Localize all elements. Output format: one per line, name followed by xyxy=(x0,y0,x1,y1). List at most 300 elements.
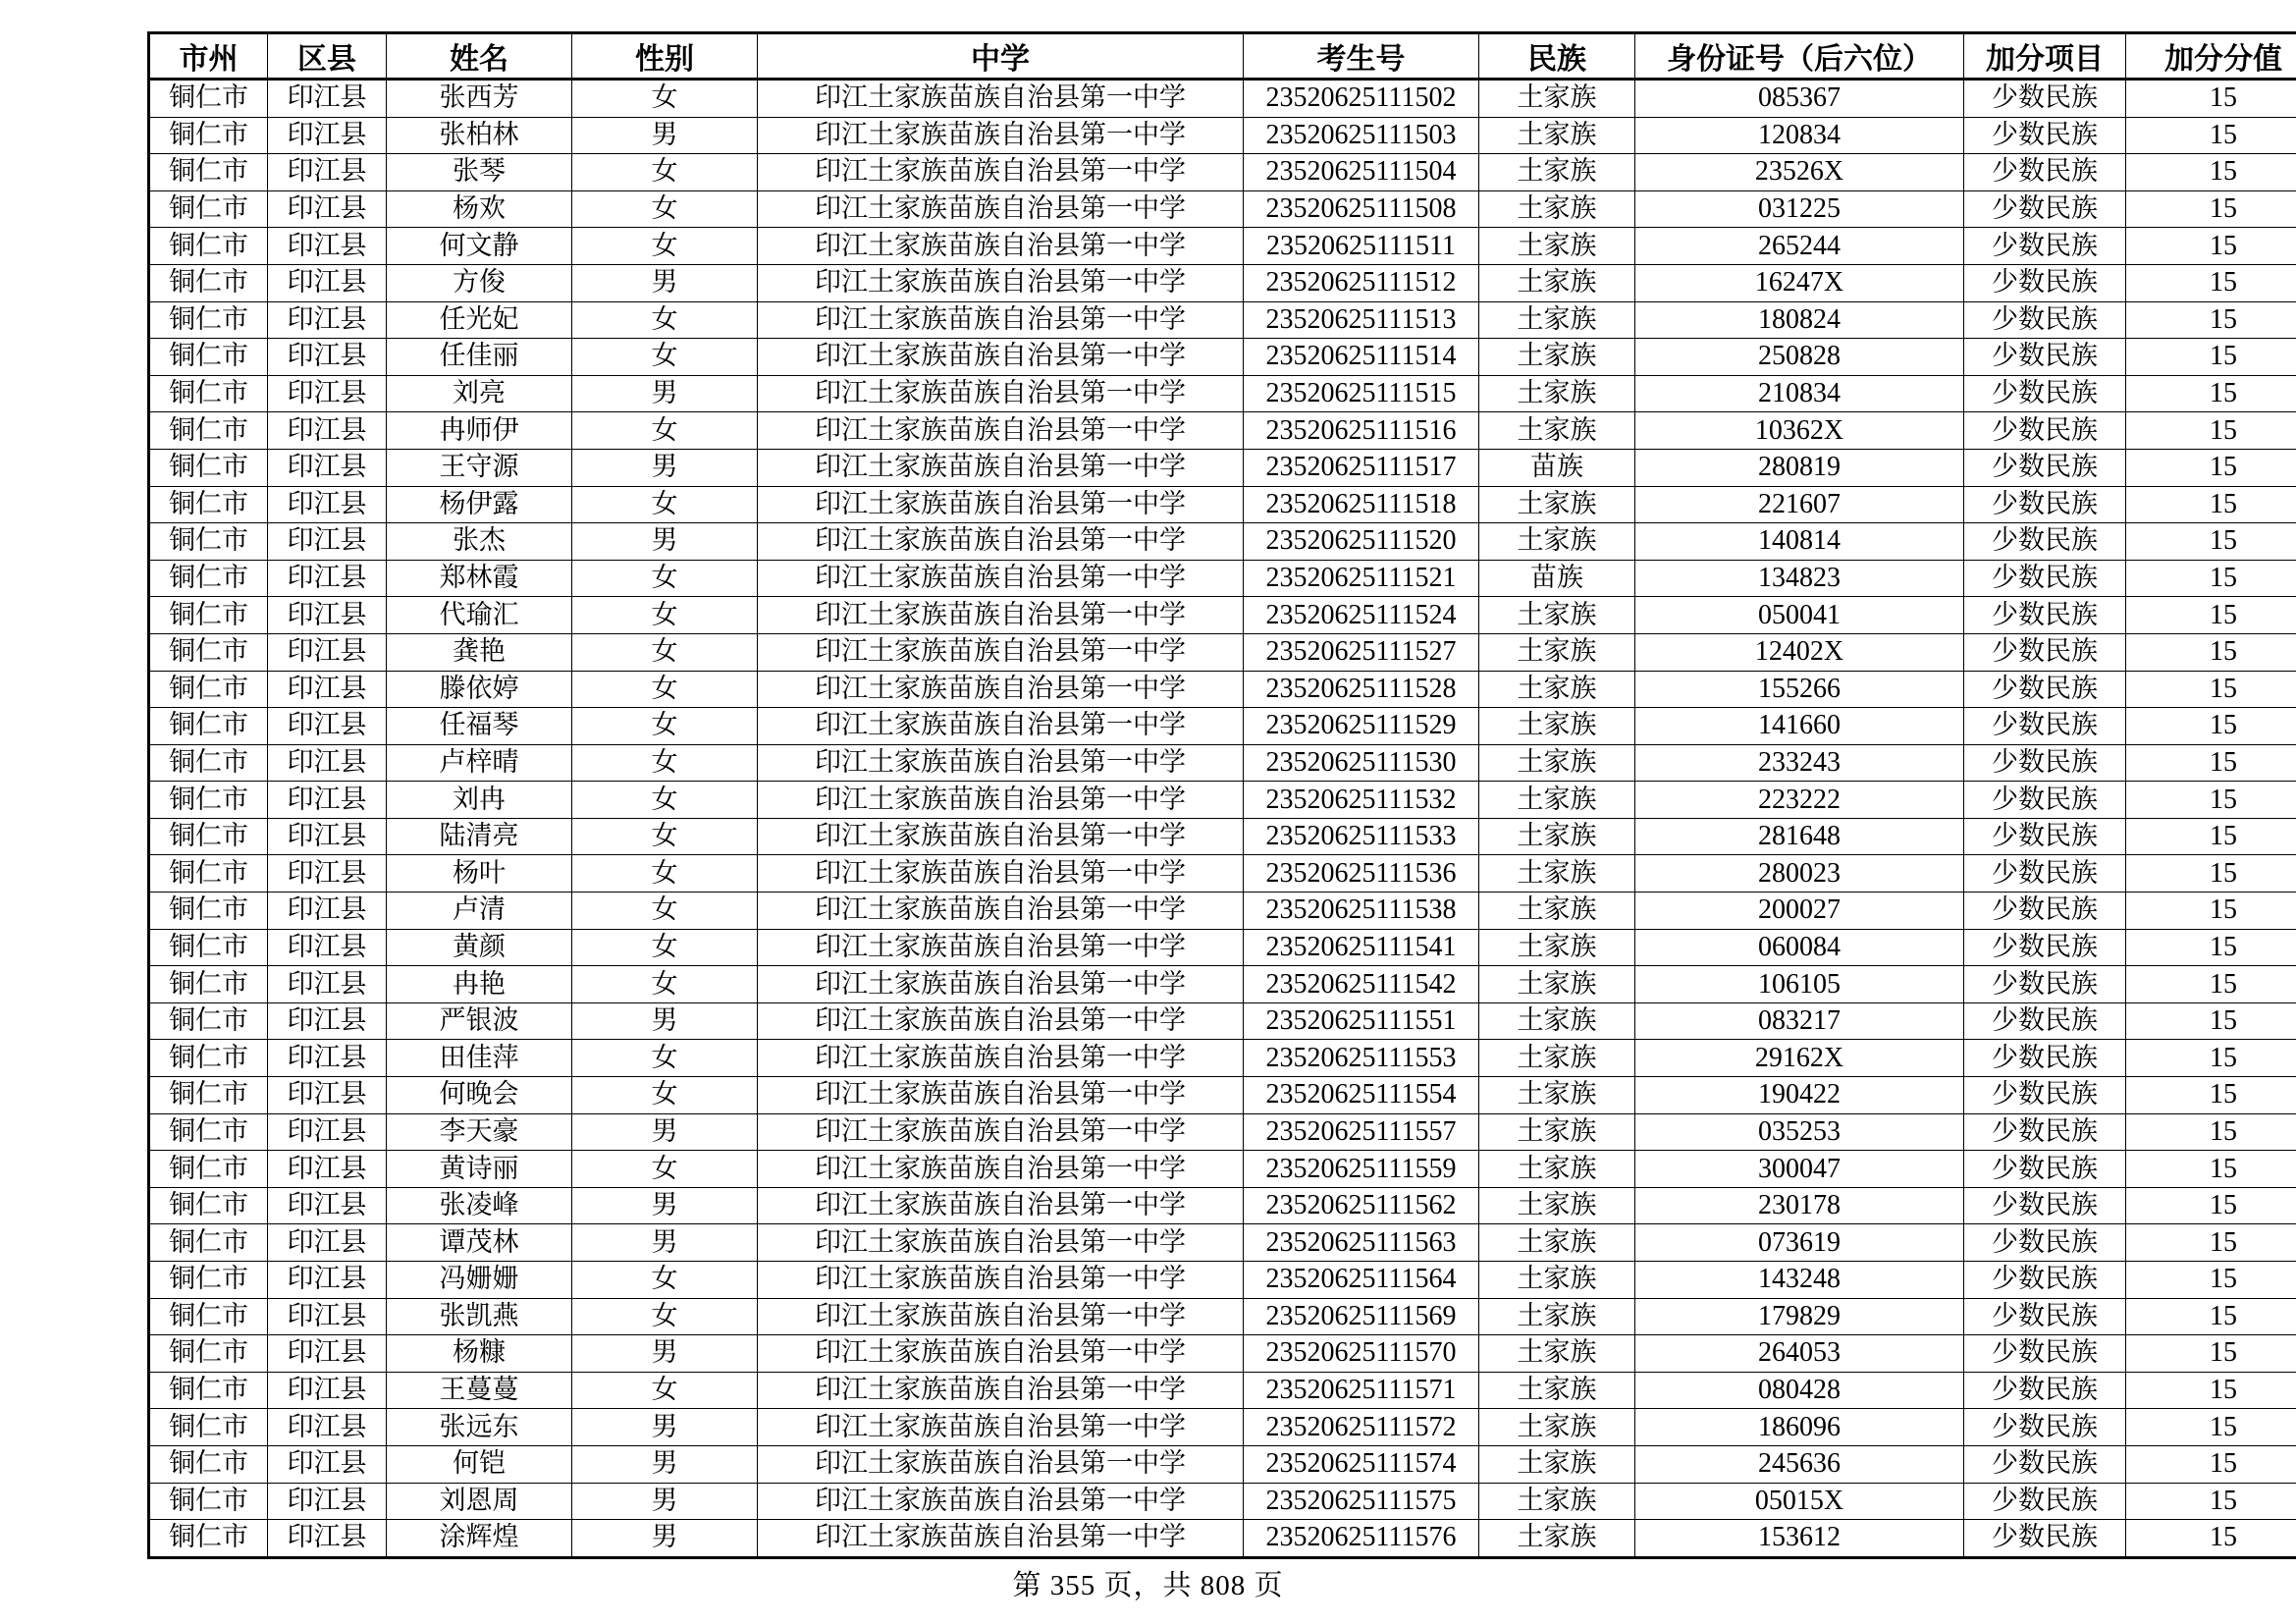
table-cell: 印江土家族苗族自治县第一中学 xyxy=(758,1002,1244,1040)
table-cell: 少数民族 xyxy=(1964,339,2126,376)
table-cell: 王蔓蔓 xyxy=(387,1372,572,1409)
table-cell: 铜仁市 xyxy=(149,154,268,191)
table-cell: 女 xyxy=(572,560,758,597)
table-cell: 铜仁市 xyxy=(149,449,268,486)
table-cell: 印江县 xyxy=(268,1372,387,1409)
table-cell: 铜仁市 xyxy=(149,1372,268,1409)
table-cell: 23520625111551 xyxy=(1244,1002,1479,1040)
table-cell: 铜仁市 xyxy=(149,671,268,708)
table-cell: 23520625111503 xyxy=(1244,117,1479,154)
table-cell: 张凯燕 xyxy=(387,1298,572,1335)
table-cell: 印江县 xyxy=(268,1520,387,1558)
table-cell: 女 xyxy=(572,190,758,228)
table-cell: 男 xyxy=(572,117,758,154)
table-cell: 印江土家族苗族自治县第一中学 xyxy=(758,1483,1244,1520)
table-cell: 铜仁市 xyxy=(149,1520,268,1558)
table-cell: 15 xyxy=(2126,1002,2296,1040)
table-cell: 少数民族 xyxy=(1964,1113,2126,1151)
table-cell: 铜仁市 xyxy=(149,560,268,597)
table-cell: 少数民族 xyxy=(1964,190,2126,228)
table-cell: 190422 xyxy=(1635,1077,1964,1114)
table-cell: 铜仁市 xyxy=(149,1262,268,1299)
table-row xyxy=(149,893,2296,930)
roster-sheet xyxy=(147,31,2282,1559)
table-cell: 印江土家族苗族自治县第一中学 xyxy=(758,1335,1244,1373)
table-cell: 281648 xyxy=(1635,818,1964,855)
table-cell: 265244 xyxy=(1635,228,1964,265)
table-row xyxy=(149,1262,2296,1299)
table-cell: 15 xyxy=(2126,1409,2296,1446)
table-cell: 女 xyxy=(572,339,758,376)
table-cell: 23520625111524 xyxy=(1244,597,1479,634)
table-cell: 男 xyxy=(572,1224,758,1262)
table-cell: 土家族 xyxy=(1479,597,1635,634)
table-cell: 土家族 xyxy=(1479,744,1635,782)
table-row xyxy=(149,117,2296,154)
table-row xyxy=(149,782,2296,819)
table-cell: 15 xyxy=(2126,855,2296,893)
table-cell: 少数民族 xyxy=(1964,449,2126,486)
table-cell: 苗族 xyxy=(1479,560,1635,597)
table-cell: 印江县 xyxy=(268,855,387,893)
table-cell: 15 xyxy=(2126,1372,2296,1409)
table-cell: 23520625111511 xyxy=(1244,228,1479,265)
table-cell: 印江县 xyxy=(268,1040,387,1077)
table-cell: 23520625111508 xyxy=(1244,190,1479,228)
table-cell: 铜仁市 xyxy=(149,633,268,671)
table-row xyxy=(149,855,2296,893)
table-cell: 23520625111576 xyxy=(1244,1520,1479,1558)
table-cell: 23520625111571 xyxy=(1244,1372,1479,1409)
table-cell: 土家族 xyxy=(1479,523,1635,561)
table-cell: 冉师伊 xyxy=(387,412,572,450)
table-cell: 印江土家族苗族自治县第一中学 xyxy=(758,1151,1244,1188)
table-row xyxy=(149,1298,2296,1335)
table-cell: 印江县 xyxy=(268,1077,387,1114)
table-cell: 印江县 xyxy=(268,523,387,561)
table-cell: 少数民族 xyxy=(1964,154,2126,191)
table-cell: 土家族 xyxy=(1479,966,1635,1003)
table-cell: 印江土家族苗族自治县第一中学 xyxy=(758,339,1244,376)
table-cell: 23520625111575 xyxy=(1244,1483,1479,1520)
column-header: 加分项目 xyxy=(1964,33,2126,80)
table-cell: 少数民族 xyxy=(1964,1002,2126,1040)
table-cell: 女 xyxy=(572,154,758,191)
table-cell: 264053 xyxy=(1635,1335,1964,1373)
table-cell: 印江土家族苗族自治县第一中学 xyxy=(758,1372,1244,1409)
table-cell: 土家族 xyxy=(1479,1224,1635,1262)
table-cell: 女 xyxy=(572,633,758,671)
table-cell: 印江土家族苗族自治县第一中学 xyxy=(758,1445,1244,1483)
table-cell: 印江县 xyxy=(268,671,387,708)
table-cell: 郑林霞 xyxy=(387,560,572,597)
table-body xyxy=(149,80,2296,1558)
table-cell: 谭茂林 xyxy=(387,1224,572,1262)
table-cell: 23520625111520 xyxy=(1244,523,1479,561)
table-cell: 铜仁市 xyxy=(149,855,268,893)
table-cell: 铜仁市 xyxy=(149,1224,268,1262)
table-cell: 印江土家族苗族自治县第一中学 xyxy=(758,1224,1244,1262)
table-cell: 铜仁市 xyxy=(149,117,268,154)
table-cell: 铜仁市 xyxy=(149,228,268,265)
table-cell: 15 xyxy=(2126,966,2296,1003)
table-cell: 23520625111553 xyxy=(1244,1040,1479,1077)
table-cell: 刘亮 xyxy=(387,375,572,412)
table-cell: 印江县 xyxy=(268,782,387,819)
column-header: 性别 xyxy=(572,33,758,80)
table-cell: 印江土家族苗族自治县第一中学 xyxy=(758,80,1244,118)
header-row xyxy=(149,33,2296,80)
table-cell: 印江县 xyxy=(268,339,387,376)
table-cell: 印江土家族苗族自治县第一中学 xyxy=(758,633,1244,671)
table-cell: 179829 xyxy=(1635,1298,1964,1335)
table-cell: 106105 xyxy=(1635,966,1964,1003)
table-cell: 29162X xyxy=(1635,1040,1964,1077)
table-cell: 15 xyxy=(2126,633,2296,671)
table-row xyxy=(149,633,2296,671)
table-row xyxy=(149,818,2296,855)
table-cell: 少数民族 xyxy=(1964,597,2126,634)
table-cell: 印江县 xyxy=(268,264,387,301)
table-cell: 少数民族 xyxy=(1964,560,2126,597)
table-cell: 代瑜汇 xyxy=(387,597,572,634)
table-cell: 铜仁市 xyxy=(149,966,268,1003)
table-row xyxy=(149,1409,2296,1446)
table-cell: 印江县 xyxy=(268,1298,387,1335)
table-row xyxy=(149,1520,2296,1558)
table-cell: 任佳丽 xyxy=(387,339,572,376)
table-cell: 少数民族 xyxy=(1964,855,2126,893)
table-cell: 女 xyxy=(572,1151,758,1188)
table-cell: 23520625111527 xyxy=(1244,633,1479,671)
table-row xyxy=(149,708,2296,745)
table-cell: 23520625111514 xyxy=(1244,339,1479,376)
table-cell: 印江土家族苗族自治县第一中学 xyxy=(758,782,1244,819)
table-cell: 苗族 xyxy=(1479,449,1635,486)
table-cell: 15 xyxy=(2126,1077,2296,1114)
table-cell: 男 xyxy=(572,449,758,486)
table-cell: 印江县 xyxy=(268,744,387,782)
table-cell: 铜仁市 xyxy=(149,708,268,745)
table-cell: 女 xyxy=(572,893,758,930)
table-cell: 少数民族 xyxy=(1964,1262,2126,1299)
table-cell: 铜仁市 xyxy=(149,375,268,412)
table-cell: 15 xyxy=(2126,301,2296,339)
table-cell: 少数民族 xyxy=(1964,486,2126,523)
table-row xyxy=(149,1040,2296,1077)
table-cell: 女 xyxy=(572,1077,758,1114)
table-cell: 15 xyxy=(2126,818,2296,855)
table-cell: 印江土家族苗族自治县第一中学 xyxy=(758,375,1244,412)
table-row xyxy=(149,671,2296,708)
table-row xyxy=(149,412,2296,450)
table-cell: 085367 xyxy=(1635,80,1964,118)
table-cell: 233243 xyxy=(1635,744,1964,782)
table-row xyxy=(149,375,2296,412)
table-cell: 23520625111572 xyxy=(1244,1409,1479,1446)
table-cell: 卢梓晴 xyxy=(387,744,572,782)
table-cell: 印江县 xyxy=(268,818,387,855)
table-cell: 铜仁市 xyxy=(149,412,268,450)
table-cell: 土家族 xyxy=(1479,1002,1635,1040)
column-header: 市州 xyxy=(149,33,268,80)
table-cell: 印江土家族苗族自治县第一中学 xyxy=(758,929,1244,966)
table-cell: 15 xyxy=(2126,671,2296,708)
table-cell: 140814 xyxy=(1635,523,1964,561)
table-cell: 280819 xyxy=(1635,449,1964,486)
table-cell: 280023 xyxy=(1635,855,1964,893)
table-cell: 15 xyxy=(2126,893,2296,930)
table-cell: 陆清亮 xyxy=(387,818,572,855)
table-cell: 土家族 xyxy=(1479,1187,1635,1224)
table-cell: 女 xyxy=(572,301,758,339)
table-cell: 杨伊露 xyxy=(387,486,572,523)
table-row xyxy=(149,929,2296,966)
table-cell: 245636 xyxy=(1635,1445,1964,1483)
table-cell: 印江土家族苗族自治县第一中学 xyxy=(758,1040,1244,1077)
table-cell: 女 xyxy=(572,1262,758,1299)
table-cell: 严银波 xyxy=(387,1002,572,1040)
table-cell: 印江土家族苗族自治县第一中学 xyxy=(758,855,1244,893)
table-cell: 23520625111515 xyxy=(1244,375,1479,412)
table-cell: 印江土家族苗族自治县第一中学 xyxy=(758,966,1244,1003)
table-cell: 15 xyxy=(2126,744,2296,782)
table-cell: 15 xyxy=(2126,929,2296,966)
table-cell: 男 xyxy=(572,1187,758,1224)
table-cell: 铜仁市 xyxy=(149,893,268,930)
table-cell: 23520625111518 xyxy=(1244,486,1479,523)
table-cell: 少数民族 xyxy=(1964,671,2126,708)
table-cell: 23520625111536 xyxy=(1244,855,1479,893)
table-cell: 张柏林 xyxy=(387,117,572,154)
table-cell: 印江土家族苗族自治县第一中学 xyxy=(758,301,1244,339)
table-cell: 男 xyxy=(572,1445,758,1483)
table-cell: 083217 xyxy=(1635,1002,1964,1040)
table-cell: 印江县 xyxy=(268,154,387,191)
table-cell: 300047 xyxy=(1635,1151,1964,1188)
table-cell: 15 xyxy=(2126,190,2296,228)
table-cell: 男 xyxy=(572,1002,758,1040)
table-cell: 铜仁市 xyxy=(149,1002,268,1040)
table-cell: 15 xyxy=(2126,228,2296,265)
table-cell: 15 xyxy=(2126,523,2296,561)
table-cell: 23520625111513 xyxy=(1244,301,1479,339)
table-cell: 任光妃 xyxy=(387,301,572,339)
table-row xyxy=(149,1077,2296,1114)
table-cell: 印江县 xyxy=(268,1224,387,1262)
table-cell: 少数民族 xyxy=(1964,708,2126,745)
table-cell: 少数民族 xyxy=(1964,523,2126,561)
table-cell: 龚艳 xyxy=(387,633,572,671)
table-cell: 印江土家族苗族自治县第一中学 xyxy=(758,1520,1244,1558)
table-cell: 15 xyxy=(2126,708,2296,745)
table-cell: 李天豪 xyxy=(387,1113,572,1151)
table-cell: 印江县 xyxy=(268,1262,387,1299)
table-cell: 铜仁市 xyxy=(149,744,268,782)
table-cell: 印江县 xyxy=(268,1113,387,1151)
table-cell: 女 xyxy=(572,818,758,855)
table-cell: 141660 xyxy=(1635,708,1964,745)
table-cell: 男 xyxy=(572,1520,758,1558)
table-cell: 少数民族 xyxy=(1964,782,2126,819)
table-cell: 土家族 xyxy=(1479,1077,1635,1114)
table-cell: 土家族 xyxy=(1479,855,1635,893)
table-cell: 少数民族 xyxy=(1964,1445,2126,1483)
table-cell: 23520625111542 xyxy=(1244,966,1479,1003)
table-cell: 少数民族 xyxy=(1964,1483,2126,1520)
table-cell: 23520625111557 xyxy=(1244,1113,1479,1151)
table-row xyxy=(149,1113,2296,1151)
table-cell: 15 xyxy=(2126,1040,2296,1077)
table-cell: 印江土家族苗族自治县第一中学 xyxy=(758,1113,1244,1151)
table-cell: 少数民族 xyxy=(1964,375,2126,412)
table-cell: 田佳萍 xyxy=(387,1040,572,1077)
table-cell: 印江县 xyxy=(268,228,387,265)
table-cell: 土家族 xyxy=(1479,708,1635,745)
table-cell: 印江土家族苗族自治县第一中学 xyxy=(758,523,1244,561)
table-cell: 少数民族 xyxy=(1964,1372,2126,1409)
table-cell: 15 xyxy=(2126,1520,2296,1558)
table-cell: 印江土家族苗族自治县第一中学 xyxy=(758,893,1244,930)
table-cell: 143248 xyxy=(1635,1262,1964,1299)
table-row xyxy=(149,264,2296,301)
table-cell: 土家族 xyxy=(1479,1151,1635,1188)
table-cell: 铜仁市 xyxy=(149,80,268,118)
table-cell: 铜仁市 xyxy=(149,1040,268,1077)
table-cell: 王守源 xyxy=(387,449,572,486)
table-cell: 15 xyxy=(2126,412,2296,450)
table-cell: 印江土家族苗族自治县第一中学 xyxy=(758,117,1244,154)
table-cell: 土家族 xyxy=(1479,1483,1635,1520)
table-cell: 印江土家族苗族自治县第一中学 xyxy=(758,449,1244,486)
table-cell: 印江土家族苗族自治县第一中学 xyxy=(758,1262,1244,1299)
table-cell: 杨叶 xyxy=(387,855,572,893)
table-cell: 女 xyxy=(572,708,758,745)
table-cell: 印江土家族苗族自治县第一中学 xyxy=(758,264,1244,301)
table-cell: 印江县 xyxy=(268,1187,387,1224)
table-cell: 印江县 xyxy=(268,893,387,930)
table-cell: 何铠 xyxy=(387,1445,572,1483)
table-cell: 男 xyxy=(572,264,758,301)
table-cell: 印江土家族苗族自治县第一中学 xyxy=(758,190,1244,228)
table-cell: 120834 xyxy=(1635,117,1964,154)
table-cell: 少数民族 xyxy=(1964,818,2126,855)
table-cell: 印江县 xyxy=(268,190,387,228)
table-cell: 031225 xyxy=(1635,190,1964,228)
table-cell: 女 xyxy=(572,80,758,118)
table-cell: 印江县 xyxy=(268,80,387,118)
table-cell: 少数民族 xyxy=(1964,301,2126,339)
table-cell: 土家族 xyxy=(1479,228,1635,265)
table-cell: 少数民族 xyxy=(1964,893,2126,930)
table-cell: 153612 xyxy=(1635,1520,1964,1558)
table-cell: 土家族 xyxy=(1479,671,1635,708)
table-row xyxy=(149,1151,2296,1188)
table-cell: 土家族 xyxy=(1479,1409,1635,1446)
table-cell: 土家族 xyxy=(1479,633,1635,671)
table-cell: 铜仁市 xyxy=(149,1445,268,1483)
table-cell: 23520625111570 xyxy=(1244,1335,1479,1373)
table-cell: 铜仁市 xyxy=(149,301,268,339)
table-cell: 印江县 xyxy=(268,301,387,339)
table-cell: 221607 xyxy=(1635,486,1964,523)
table-cell: 155266 xyxy=(1635,671,1964,708)
table-cell: 铜仁市 xyxy=(149,782,268,819)
table-cell: 土家族 xyxy=(1479,1520,1635,1558)
table-cell: 060084 xyxy=(1635,929,1964,966)
table-cell: 铜仁市 xyxy=(149,818,268,855)
table-cell: 土家族 xyxy=(1479,80,1635,118)
table-cell: 23520625111521 xyxy=(1244,560,1479,597)
table-cell: 印江县 xyxy=(268,966,387,1003)
table-row xyxy=(149,966,2296,1003)
table-cell: 冯姗姗 xyxy=(387,1262,572,1299)
table-cell: 土家族 xyxy=(1479,412,1635,450)
table-cell: 土家族 xyxy=(1479,893,1635,930)
table-cell: 铜仁市 xyxy=(149,1077,268,1114)
table-cell: 15 xyxy=(2126,486,2296,523)
table-cell: 印江土家族苗族自治县第一中学 xyxy=(758,486,1244,523)
column-header: 姓名 xyxy=(387,33,572,80)
table-cell: 印江县 xyxy=(268,597,387,634)
table-cell: 土家族 xyxy=(1479,1262,1635,1299)
table-row xyxy=(149,1335,2296,1373)
column-header: 民族 xyxy=(1479,33,1635,80)
table-cell: 男 xyxy=(572,375,758,412)
table-cell: 23520625111538 xyxy=(1244,893,1479,930)
table-cell: 05015X xyxy=(1635,1483,1964,1520)
table-row xyxy=(149,228,2296,265)
table-cell: 23520625111504 xyxy=(1244,154,1479,191)
table-cell: 23520625111532 xyxy=(1244,782,1479,819)
table-row xyxy=(149,190,2296,228)
table-cell: 印江土家族苗族自治县第一中学 xyxy=(758,597,1244,634)
table-cell: 任福琴 xyxy=(387,708,572,745)
table-cell: 女 xyxy=(572,855,758,893)
table-cell: 印江县 xyxy=(268,375,387,412)
table-cell: 印江县 xyxy=(268,1002,387,1040)
table-cell: 12402X xyxy=(1635,633,1964,671)
table-cell: 何晚会 xyxy=(387,1077,572,1114)
table-cell: 210834 xyxy=(1635,375,1964,412)
table-row xyxy=(149,1445,2296,1483)
table-cell: 15 xyxy=(2126,339,2296,376)
table-cell: 男 xyxy=(572,1335,758,1373)
table-cell: 女 xyxy=(572,1298,758,1335)
table-cell: 印江土家族苗族自治县第一中学 xyxy=(758,1409,1244,1446)
table-cell: 土家族 xyxy=(1479,1040,1635,1077)
table-cell: 23520625111512 xyxy=(1244,264,1479,301)
table-cell: 23520625111530 xyxy=(1244,744,1479,782)
table-cell: 黄诗丽 xyxy=(387,1151,572,1188)
table-cell: 铜仁市 xyxy=(149,264,268,301)
table-cell: 铜仁市 xyxy=(149,1151,268,1188)
table-cell: 男 xyxy=(572,1409,758,1446)
table-cell: 铜仁市 xyxy=(149,1113,268,1151)
table-cell: 10362X xyxy=(1635,412,1964,450)
table-cell: 少数民族 xyxy=(1964,412,2126,450)
table-cell: 土家族 xyxy=(1479,1113,1635,1151)
table-cell: 张西芳 xyxy=(387,80,572,118)
table-cell: 23520625111529 xyxy=(1244,708,1479,745)
table-cell: 土家族 xyxy=(1479,339,1635,376)
table-cell: 女 xyxy=(572,1040,758,1077)
table-cell: 186096 xyxy=(1635,1409,1964,1446)
table-cell: 230178 xyxy=(1635,1187,1964,1224)
table-cell: 女 xyxy=(572,966,758,1003)
table-cell: 23520625111574 xyxy=(1244,1445,1479,1483)
table-cell: 印江县 xyxy=(268,1335,387,1373)
